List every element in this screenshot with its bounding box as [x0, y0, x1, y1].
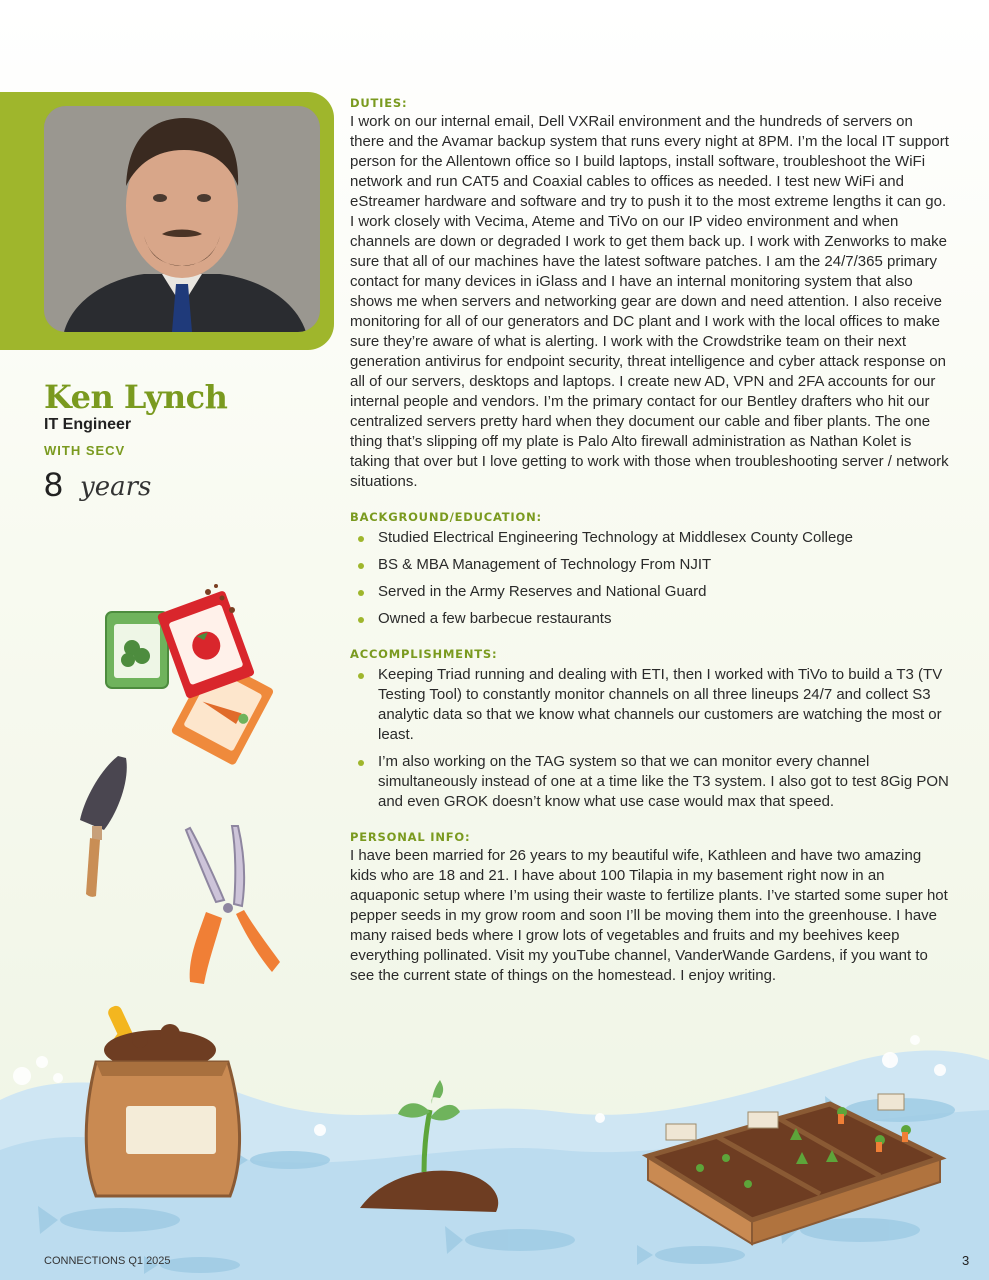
personal-text: I have been married for 26 years to my beautiful wife, Kathleen and have two amazing kids who are 18 and 21. I have about 100 Tilapia in my basement right now in an aquaponic setup where I’m using their waste to fertilize plants. I’ve started some super hot pepper seeds in my grow room and soon I’ll be moving them into the greenhouse. I have many raised beds where I grow lots of vegetables and fruits and my beehives keep everything pollinated. Visit my youTube channel, VanderWande Gardens, if you want to see the current state of things on the homestead. I enjoy writing.: [350, 847, 948, 984]
list-item: Studied Electrical Engineering Technology at Middlesex County College: [350, 528, 950, 548]
profile-role: IT Engineer: [44, 416, 132, 433]
bullet-dot: [358, 760, 364, 766]
personal-heading: PERSONAL INFO:: [350, 830, 471, 844]
profile-photo: [44, 106, 320, 332]
duties-section: [350, 96, 950, 492]
bullet-dot: [358, 563, 364, 569]
accomplishments-heading: ACCOMPLISHMENTS:: [350, 647, 498, 661]
tenure-years-number: 8: [44, 466, 63, 504]
profile-name: Ken Lynch: [44, 378, 228, 416]
accomplishments-section: [350, 647, 950, 812]
duties-text: I work on our internal email, Dell VXRail environment and the hundreds of servers on there and the Avamar backup system that runs every night at 8PM. I’m the local IT support person for the Allentown office so I build laptops, install software, troubleshoot the WiFi network and run CAT5 and Coaxial cables to offices as needed. I test new WiFi and eStreamer hardware and software and try to push it to the most extreme lengths it can go. I work closely with Vecima, Ateme and TiVo on our IP video environment and when channels are down or degraded I work to get them back up. I work with Zenworks to make sure that all of our machines have the latest software patches. I am the 24/7/365 primary contact for many devices in iGlass and I have an internal monitoring system that also shows me when servers and networking gear are down and need attention. I also receive monitoring for all of our generators and DC plant and I work with the local offices to make sure they’re aware of what is alerting. I work with the Crowdstrike team on their next generation antivirus for endpoint security, threat intelligence and cyber attack response on all of our servers, desktops and laptops. I create new AD, VPN and 2FA accounts for our internal people and vendors. I’m the primary contact for our Bentley drafters who hit our centralized servers pretty hard when they document our cable and fiber plants. The one thing that’s slipping off my plate is Palo Alto firewall administration as Nathan Kolet is taking that over but I love getting to work with those when troubleshooting server / network situations.: [350, 113, 949, 490]
background-heading: BACKGROUND/EDUCATION:: [350, 510, 542, 524]
accomplishments-list: [350, 665, 950, 812]
duties-heading: DUTIES:: [350, 96, 408, 110]
photo-frame: [0, 92, 334, 350]
article-body: [350, 96, 950, 986]
list-item: Served in the Army Reserves and National Guard: [350, 582, 950, 602]
bullet-dot: [358, 617, 364, 623]
soil-sack: [86, 1004, 239, 1196]
list-item: I’m also working on the TAG system so that we can monitor every channel simultaneously instead of one at a time like the T3 system. I also got to test 8Gig PON and even GROK doesn’t know what use case would max that speed.: [350, 752, 950, 812]
list-item: Owned a few barbecue restaurants: [350, 609, 950, 629]
bullet-dot: [358, 590, 364, 596]
personal-section: [350, 830, 950, 986]
publication-footer: CONNECTIONS Q1 2025: [44, 1255, 171, 1267]
background-section: [350, 510, 950, 629]
bullet-dot: [358, 536, 364, 542]
tenure-label: WITH SECV: [44, 443, 126, 458]
page-number: 3: [962, 1253, 970, 1268]
background-list: [350, 528, 950, 629]
list-item: BS & MBA Management of Technology From NJIT: [350, 555, 950, 575]
tenure-years-word: years: [80, 472, 152, 502]
bullet-dot: [358, 673, 364, 679]
pruning-shears: [186, 826, 280, 984]
seed-packet-green: [106, 612, 168, 688]
list-item: Keeping Triad running and dealing with ETI, then I worked with TiVo to build a T3 (TV Testing Tool) to constantly monitor channels on all three lineups 24/7 and collect S3 analytic data so that we know what channels our customers are watching the most or least.: [350, 665, 950, 745]
trowel: [80, 756, 127, 897]
